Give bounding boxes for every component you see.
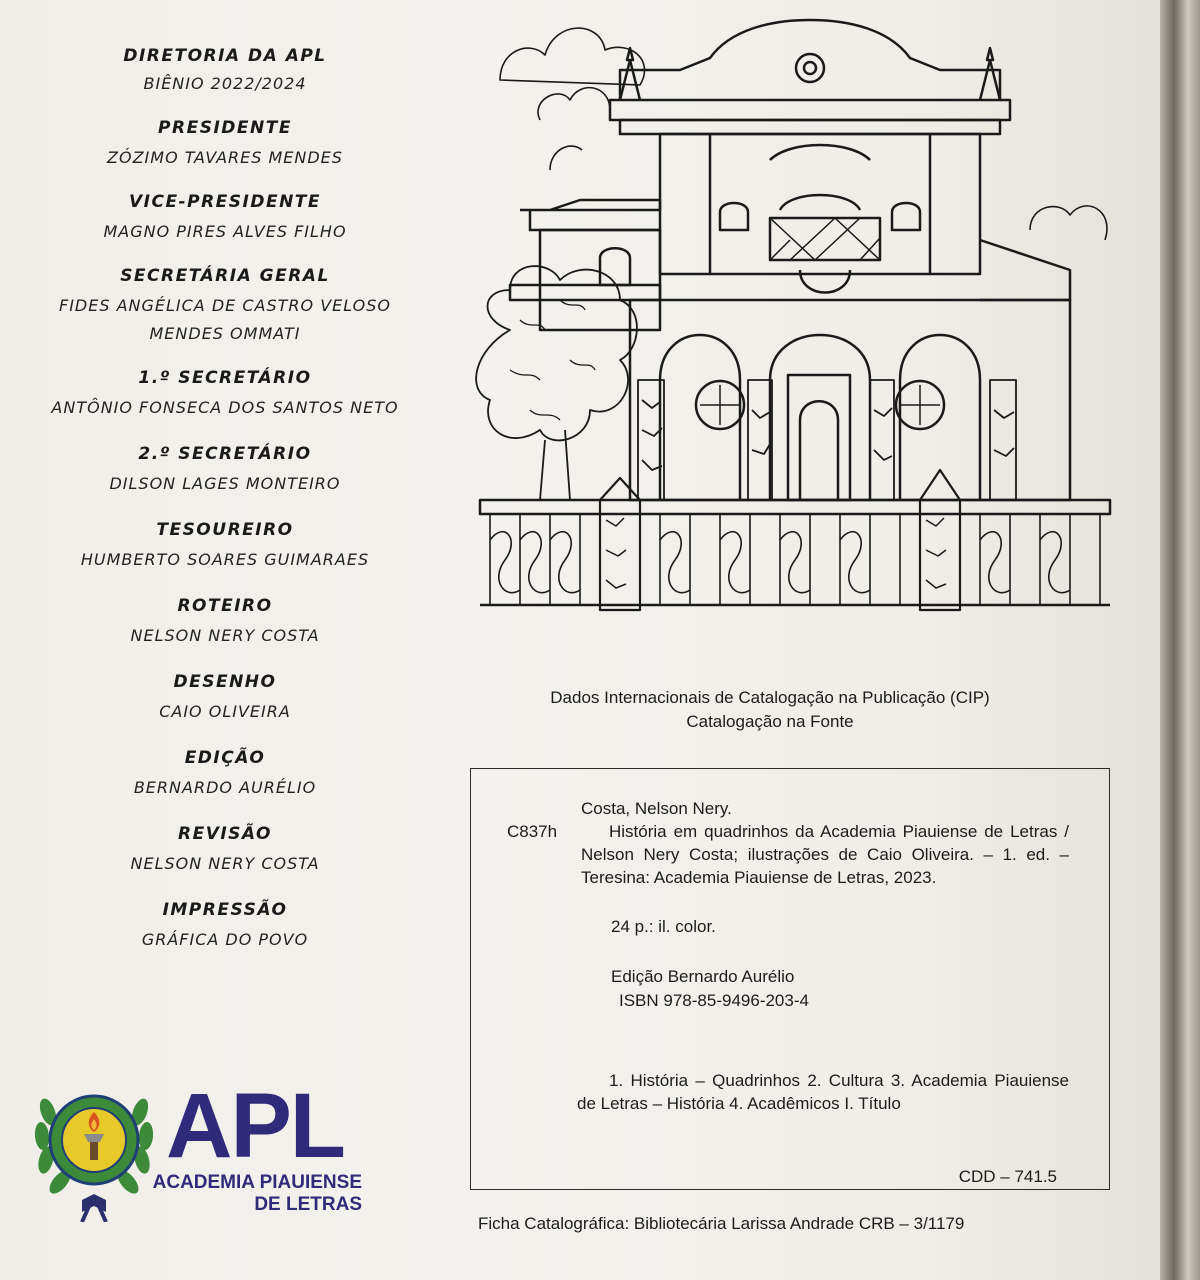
credit-name: HUMBERTO SOARES GUIMARAES — [80, 550, 370, 569]
credit-name: ZÓZIMO TAVARES MENDES — [107, 148, 343, 167]
credit-title: SECRETÁRIA GERAL — [120, 266, 330, 286]
credit-block-tesoureiro — [30, 520, 420, 574]
credit-block-secretaria-geral — [30, 266, 420, 348]
catalog-isbn: ISBN 978-85-9496-203-4 — [619, 991, 809, 1010]
logo-acronym: APL — [166, 1075, 344, 1177]
credit-name: MAGNO PIRES ALVES FILHO — [103, 222, 347, 241]
catalog-subjects: 1. História – Quadrinhos 2. Cultura 3. Academia Piauiense de Letras – História 4. Acadêmicos I. Título — [577, 1071, 1069, 1113]
credit-block-desenho — [30, 672, 420, 726]
credit-title: IMPRESSÃO — [162, 900, 288, 920]
credit-block-presidente — [30, 118, 420, 172]
apl-logo — [34, 1072, 374, 1222]
credit-name: MENDES OMMATI — [149, 324, 301, 343]
cip-heading — [480, 686, 1060, 734]
catalog-call-number: C837h — [507, 822, 558, 841]
cip-heading-line1: Dados Internacionais de Catalogação na Publicação (CIP) — [550, 688, 990, 707]
credit-name: BERNARDO AURÉLIO — [133, 778, 317, 797]
credit-title: DESENHO — [173, 672, 277, 692]
credit-name: ANTÔNIO FONSECA DOS SANTOS NETO — [51, 398, 399, 417]
credit-name: NELSON NERY COSTA — [130, 854, 320, 873]
credit-title: REVISÃO — [177, 824, 272, 844]
credit-title: TESOUREIRO — [156, 520, 294, 540]
credit-block-vice-presidente — [30, 192, 420, 246]
building-illustration — [470, 0, 1120, 620]
credit-title: PRESIDENTE — [158, 118, 292, 138]
credit-block-edicao — [30, 748, 420, 802]
catalog-pages: 24 p.: il. color. — [611, 917, 716, 936]
catalog-cdd: CDD – 741.5 — [958, 1167, 1057, 1186]
credit-title: 2.º SECRETÁRIO — [138, 444, 312, 464]
credit-block-2-secretario — [30, 444, 420, 498]
credit-title: ROTEIRO — [177, 596, 273, 616]
apl-seal-icon — [34, 1072, 154, 1222]
credit-block-impressao — [30, 900, 420, 954]
credit-name: CAIO OLIVEIRA — [159, 702, 291, 721]
catalog-edition: Edição Bernardo Aurélio — [611, 967, 795, 986]
credit-block-1-secretario — [30, 368, 420, 422]
book-spine — [1160, 0, 1200, 1280]
cip-heading-line2: Catalogação na Fonte — [686, 712, 854, 731]
credit-block-revisao — [30, 824, 420, 878]
credit-name: FIDES ANGÉLICA DE CASTRO VELOSO — [58, 296, 392, 315]
catalog-card — [470, 768, 1110, 1190]
credit-block-diretoria — [30, 46, 420, 98]
logo-line1: ACADEMIA PIAUIENSE — [152, 1172, 362, 1193]
credit-title: EDIÇÃO — [184, 748, 266, 768]
logo-line2: DE LETRAS — [254, 1194, 362, 1215]
credit-name: BIÊNIO 2022/2024 — [143, 74, 307, 93]
credit-name: NELSON NERY COSTA — [130, 626, 320, 645]
catalog-description: História em quadrinhos da Academia Piauiense de Letras / Nelson Nery Costa; ilustrações de Caio Oliveira. – 1. ed. – Teresina: Academia Piauiense de Letras, 2023. — [581, 822, 1069, 887]
credit-title: VICE-PRESIDENTE — [128, 192, 322, 212]
credits-column — [30, 40, 420, 954]
credit-title: 1.º SECRETÁRIO — [138, 368, 312, 388]
catalog-author: Costa, Nelson Nery. — [581, 799, 732, 818]
footer-librarian-credit: Ficha Catalográfica: Bibliotecária Larissa Andrade CRB – 3/1179 — [478, 1214, 965, 1233]
credit-name: GRÁFICA DO POVO — [141, 930, 309, 949]
credit-name: DILSON LAGES MONTEIRO — [109, 474, 341, 493]
credit-title: DIRETORIA DA APL — [123, 46, 327, 66]
credit-block-roteiro — [30, 596, 420, 650]
